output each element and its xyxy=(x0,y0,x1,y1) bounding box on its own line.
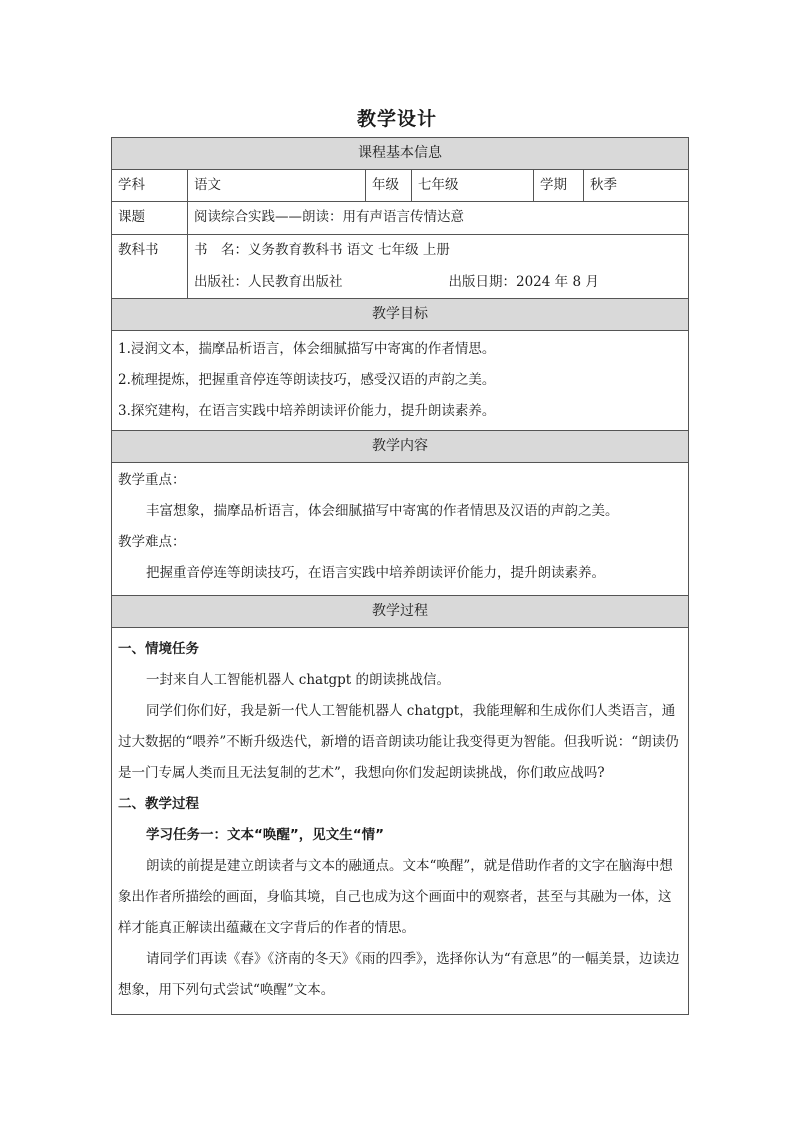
objectives-list xyxy=(112,331,689,431)
lesson-plan-table xyxy=(111,137,689,1015)
book-name-label: 书 名： xyxy=(194,242,248,258)
section1-title: 一、情境任务 xyxy=(118,641,199,657)
term-value: 秋季 xyxy=(584,170,689,202)
grade-label: 年级 xyxy=(366,170,412,202)
pubdate-label: 出版日期： xyxy=(448,274,516,290)
key-label: 教学重点： xyxy=(118,472,186,488)
term-label: 学期 xyxy=(534,170,584,202)
book-name-value: 义务教育教科书 语文 七年级 上册 xyxy=(248,242,450,258)
section2-title: 二、教学过程 xyxy=(118,796,199,812)
publisher-label: 出版社： xyxy=(194,274,248,290)
subject-label: 学科 xyxy=(112,170,188,202)
objective-item: 3.探究建构，在语言实践中培养朗读评价能力，提升朗读素养。 xyxy=(118,403,496,419)
textbook-label: 教科书 xyxy=(112,235,188,299)
pubdate-value: 2024 年 8 月 xyxy=(516,274,599,290)
difficult-label: 教学难点： xyxy=(118,534,186,550)
task1-para2: 请同学们再读《春》《济南的冬天》《雨的四季》，选择你认为“有意思”的一幅美景，边读边想象，用下列句式尝试“唤醒”文本。 xyxy=(118,951,680,998)
book-name-line xyxy=(188,235,688,267)
objective-item: 2.梳理提炼，把握重音停连等朗读技巧，感受汉语的声韵之美。 xyxy=(118,372,496,388)
key-text: 丰富想象，揣摩品析语言，体会细腻描写中寄寓的作者情思及汉语的声韵之美。 xyxy=(146,503,619,519)
grade-value: 七年级 xyxy=(412,170,534,202)
process-header: 教学过程 xyxy=(112,596,689,628)
objectives-header: 教学目标 xyxy=(112,299,689,331)
publisher-value: 人民教育出版社 xyxy=(248,274,343,290)
pubdate xyxy=(449,267,599,298)
content-header: 教学内容 xyxy=(112,431,689,463)
subject-value: 语文 xyxy=(188,170,366,202)
difficult-text: 把握重音停连等朗读技巧，在语言实践中培养朗读评价能力，提升朗读素养。 xyxy=(146,565,605,581)
process-body xyxy=(112,628,689,1015)
publisher-line xyxy=(188,267,688,298)
basic-info-header: 课程基本信息 xyxy=(112,138,689,170)
textbook-info xyxy=(188,235,689,299)
objective-item: 1.浸润文本，揣摩品析语言，体会细腻描写中寄寓的作者情思。 xyxy=(118,341,496,357)
topic-value: 阅读综合实践——朗读：用有声语言传情达意 xyxy=(188,202,689,235)
page-title: 教学设计 xyxy=(356,108,437,130)
content-body xyxy=(112,463,689,596)
task1-title: 学习任务一：文本“唤醒”，见文生“情” xyxy=(146,827,384,843)
topic-label: 课题 xyxy=(112,202,188,235)
section1-para2: 同学们你们好，我是新一代人工智能机器人 chatgpt，我能理解和生成你们人类语言，通过大数据的“喂养”不断升级迭代，新增的语音朗读功能让我变得更为智能。但我听说：“朗读仍是一门专属人类而且无法复制的艺术”，我想向你们发起朗读挑战，你们敢应战吗? xyxy=(118,703,679,781)
section1-para1: 一封来自人工智能机器人 chatgpt 的朗读挑战信。 xyxy=(146,672,451,688)
task1-para1: 朗读的前提是建立朗读者与文本的融通点。文本“唤醒”，就是借助作者的文字在脑海中想象出作者所描绘的画面，身临其境，自己也成为这个画面中的观察者，甚至与其融为一体，这样才能真正解读出蕴藏在文字背后的作者的情思。 xyxy=(118,858,673,936)
